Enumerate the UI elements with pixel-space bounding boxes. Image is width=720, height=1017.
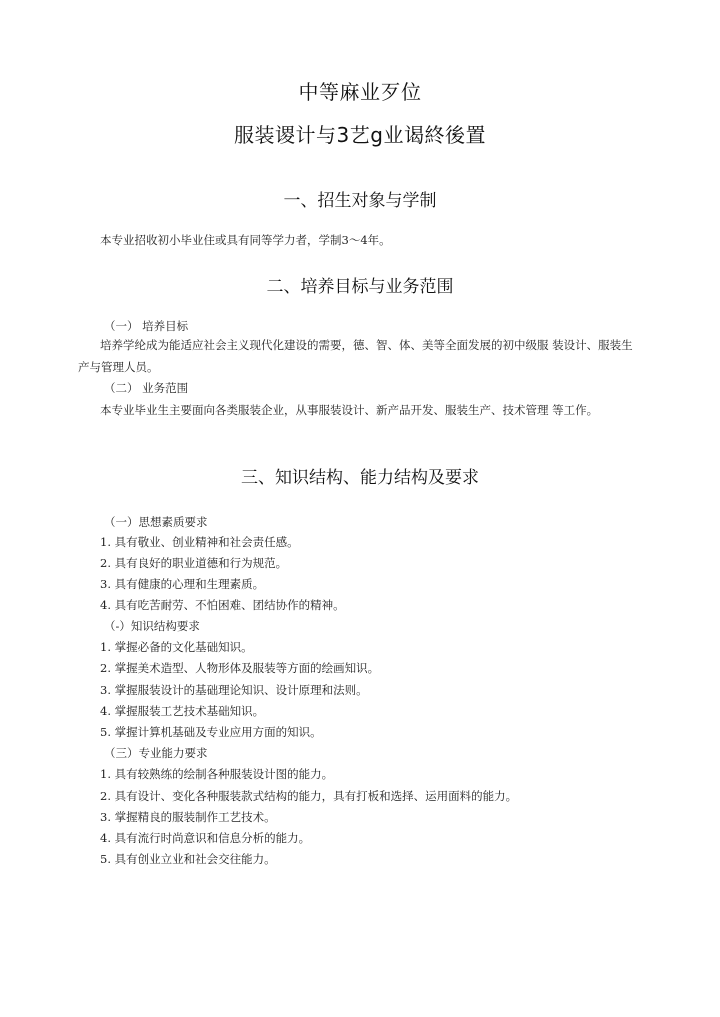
section-heading-goals: 二、培养目标与业务范围 [266,277,454,297]
goals-paragraph: 培养学纶成为能适应社会主义现代化建设的需要，德、智、体、美等全面发展的初中级服 装设计、服装生产与管理人员。 [78,338,633,374]
list-item: 1. 掌握必备的文化基础知识。 [100,640,253,654]
document-title-line2: 服装谡计与3艺g业谒終後置 [234,123,486,147]
section-heading-requirements: 三、知识结构、能力结构及要求 [241,468,479,488]
group-label-knowledge: （-）知识结构要求 [104,619,200,633]
section-heading-enrollment: 一、招生对象与学制 [283,191,437,211]
list-item: 2. 具有设计、变化各种服装款式结构的能力，具有打板和选择、运用面料的能力。 [100,789,518,803]
list-item: 1. 具有较熟练的绘制各种服装设计图的能力。 [100,767,334,781]
list-item: 1. 具有敬业、创业精神和社会责任感。 [100,535,299,549]
group-label-ideology: （一）思想素质要求 [104,515,208,529]
enrollment-text: 本专业招收初小毕业住或具有同等学力者，学制3～4年。 [100,233,391,247]
list-item: 5. 掌握计算机基础及专业应用方面的知识。 [100,725,322,739]
list-item: 2. 掌握美术造型、人物形体及服装等方面的绘画知识。 [100,661,380,675]
list-item: 2. 具有良好的职业道德和行为规范。 [100,556,288,570]
document-title-line1: 中等麻业歹位 [298,80,422,104]
list-item: 4. 具有流行时尚意识和信息分析的能力。 [100,831,311,845]
list-item: 4. 具有吃苦耐劳、不怕困难、团结协作的精神。 [100,598,345,612]
subsection-label-scope: （二） 业务范围 [104,381,189,395]
list-item: 4. 掌握服装工艺技术基础知识。 [100,704,265,718]
subsection-label-goals: （一） 培养目标 [104,319,189,333]
group-label-ability: （三）专业能力要求 [104,746,208,760]
list-item: 3. 掌握服装设计的基础理论知识、设计原理和法则。 [100,683,368,697]
list-item: 3. 具有健康的心理和生理素质。 [100,577,265,591]
list-item: 5. 具有创业立业和社会交往能力。 [100,852,276,866]
list-item: 3. 掌握精良的服装制作工艺技术。 [100,810,276,824]
scope-paragraph: 本专业毕业生主要面向各类服装企业，从事服装设计、新产品开发、服装生产、技术管理 等工作。 [100,403,599,417]
